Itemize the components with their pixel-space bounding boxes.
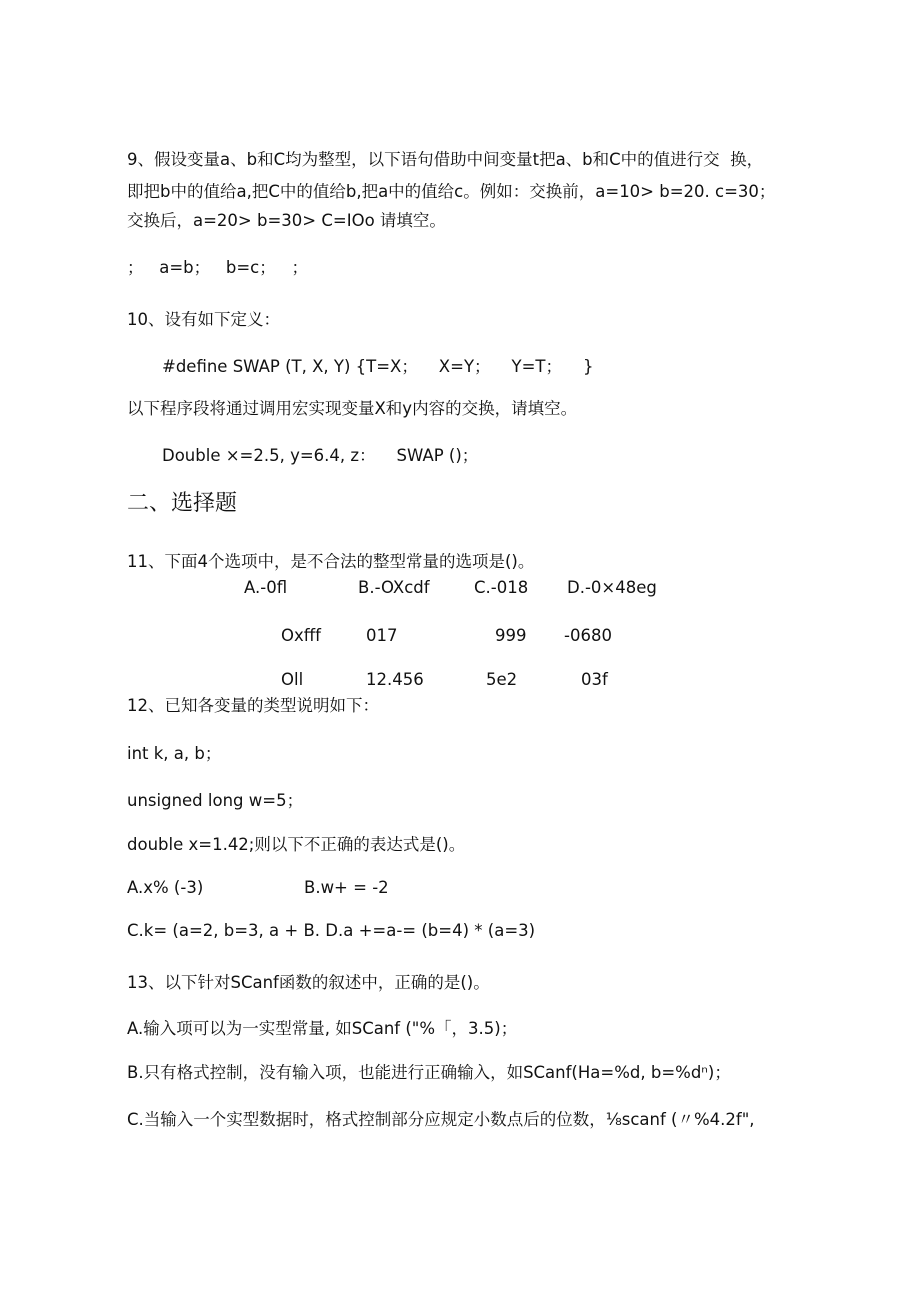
q10-title: 10、设有如下定义： bbox=[127, 310, 280, 329]
q10-desc: 以下程序段将通过调用宏实现变量X和y内容的交换，请填空。 bbox=[127, 399, 578, 418]
q13-option-c: C.当输入一个实型数据时，格式控制部分应规定小数点后的位数，⅛scanf (〃%4.2f", bbox=[127, 1110, 755, 1129]
q11-option-c: C.-018 bbox=[474, 578, 529, 597]
q10-define: #define SWAP (T, X, Y) {T=X； X=Y； Y=T； } bbox=[162, 357, 594, 376]
q9-code: ； a=b； b=c； ； bbox=[127, 258, 308, 277]
q11-row3-col2: 12.456 bbox=[366, 670, 424, 689]
q11-row3-col4: 03f bbox=[581, 670, 608, 689]
q9-line-2: 即把b中的值给a,把C中的值给b,把a中的值给c。例如：交换前，a=10> b=20. c=30； bbox=[127, 182, 776, 201]
q10-code: Double ×=2.5, y=6.4, z： SWAP ()； bbox=[162, 446, 479, 465]
q11-option-b: B.-OXcdf bbox=[358, 578, 430, 597]
q13-option-a: A.输入项可以为一实型常量, 如SCanf ("%「，3.5)； bbox=[127, 1019, 518, 1038]
q12-title: 12、已知各变量的类型说明如下： bbox=[127, 696, 379, 715]
q12-option-cd: C.k= (a=2, b=3, a + B. D.a +=a-= (b=4) * (a=3) bbox=[127, 921, 536, 940]
q11-option-d: D.-0×48eg bbox=[567, 578, 657, 597]
q12-option-b: B.w+ = -2 bbox=[304, 878, 389, 897]
q11-row3-col1: Oll bbox=[281, 670, 304, 689]
q11-option-a: A.-0fl bbox=[244, 578, 288, 597]
section-heading: 二、选择题 bbox=[127, 491, 238, 516]
q11-title: 11、下面4个选项中，是不合法的整型常量的选项是()。 bbox=[127, 552, 535, 571]
q12-option-a: A.x% (-3) bbox=[127, 878, 204, 897]
q12-decl-2: unsigned long w=5； bbox=[127, 791, 304, 810]
q12-decl-3: double x=1.42;则以下不正确的表达式是()。 bbox=[127, 835, 466, 854]
q9-line-1: 9、假设变量a、b和C均为整型，以下语句借助中间变量t把a、b和C中的值进行交 换， bbox=[127, 150, 764, 169]
q13-option-b: B.只有格式控制，没有输入项，也能进行正确输入，如SCanf(Ha=%d, b=%dⁿ)； bbox=[127, 1063, 731, 1082]
q11-row3-col3: 5e2 bbox=[486, 670, 518, 689]
q9-line-3: 交换后，a=20> b=30> C=IOo 请填空。 bbox=[127, 211, 446, 230]
q11-row2-col3: 999 bbox=[495, 626, 527, 645]
q11-row2-col1: Oxfff bbox=[281, 626, 321, 645]
q13-title: 13、以下针对SCanf函数的叙述中，正确的是()。 bbox=[127, 973, 490, 992]
q11-row2-col2: 017 bbox=[366, 626, 398, 645]
q11-row2-col4: -0680 bbox=[564, 626, 612, 645]
q12-decl-1: int k, a, b； bbox=[127, 744, 222, 763]
